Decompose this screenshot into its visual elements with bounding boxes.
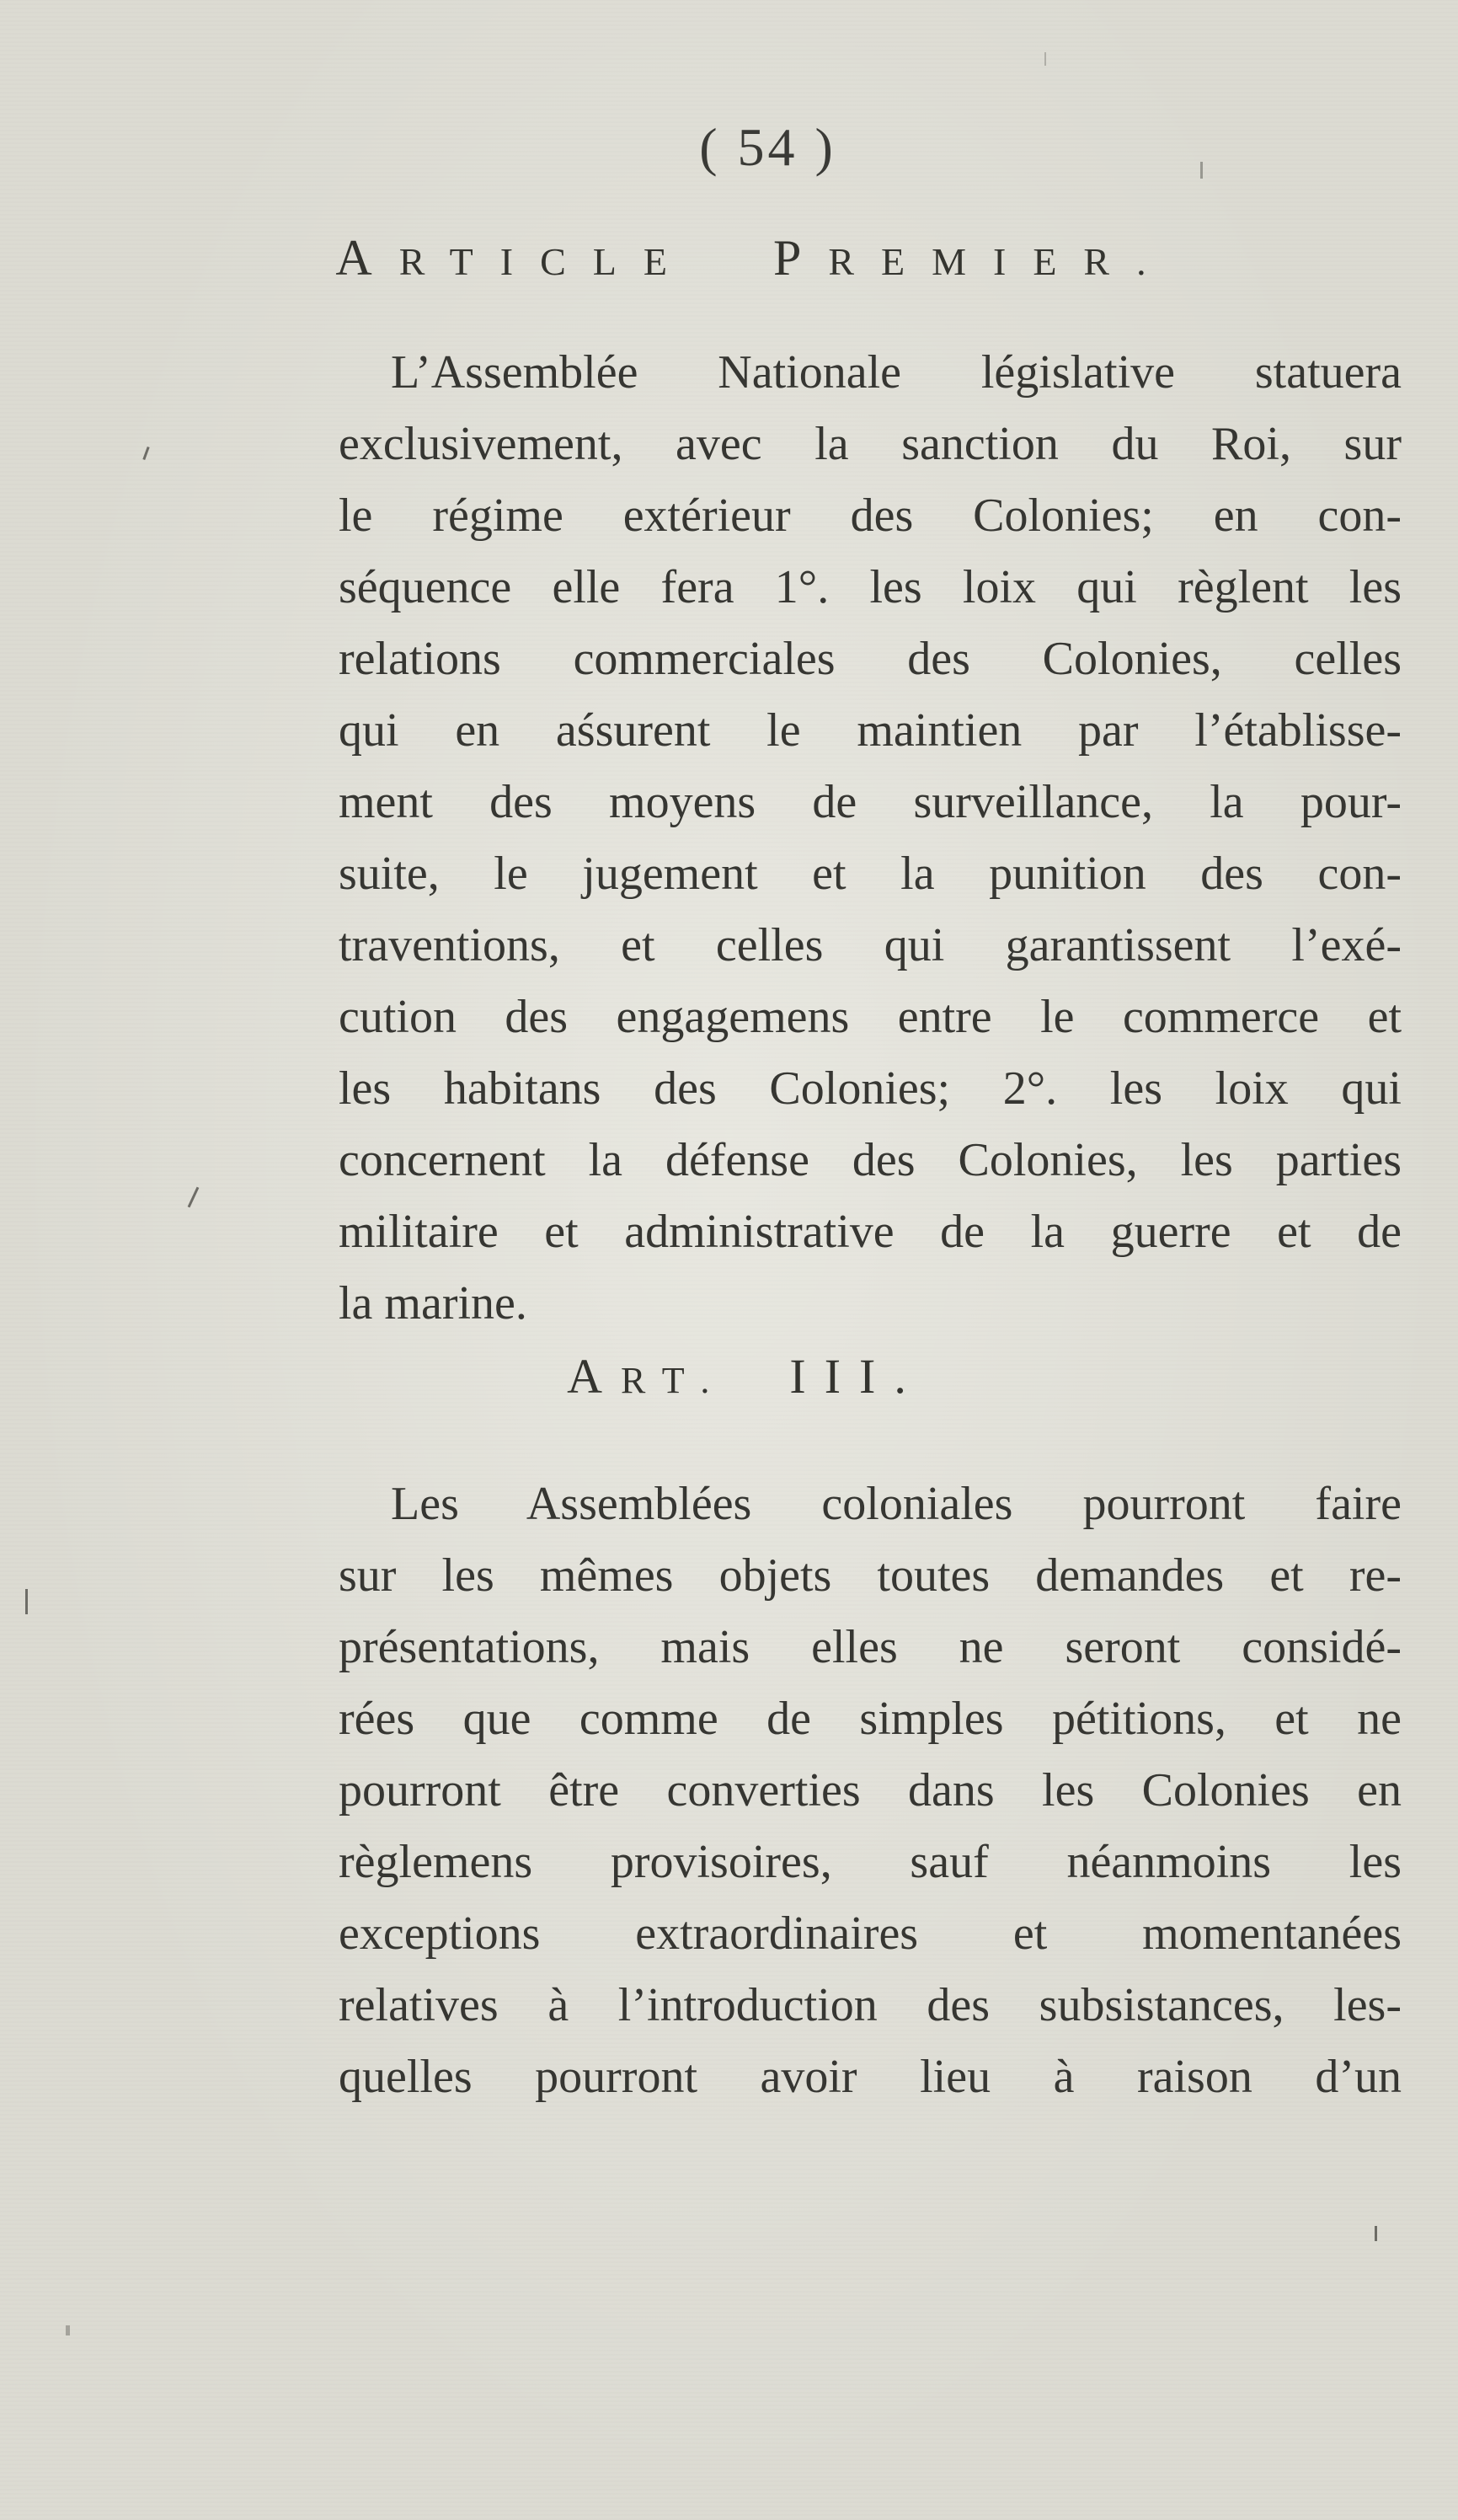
text-line: pourront être converties dans les Colonies en (339, 1764, 1402, 1816)
text-line: suite, le jugement et la punition des con- (339, 848, 1402, 900)
paper-speck (1200, 162, 1203, 179)
article-premier-heading (0, 229, 1458, 287)
text-line: ment des moyens de surveillance, la pour- (339, 776, 1402, 828)
text-line: la marine. (339, 1277, 527, 1330)
text-line: cution des engagemens entre le commerce et (339, 991, 1402, 1043)
paper-speck (142, 447, 149, 460)
text-line: le régime extérieur des Colonies; en con- (339, 490, 1402, 542)
text-line: concernent la défense des Colonies, les parties (339, 1134, 1402, 1186)
paper-speck (188, 1187, 200, 1208)
text-line: séquence elle fera 1°. les loix qui règlent les (339, 561, 1402, 613)
text-line: les habitans des Colonies; 2°. les loix qui (339, 1062, 1402, 1115)
heading-rest: RTICLE (398, 240, 694, 283)
text-line: traventions, et celles qui garantissent l’exé- (339, 919, 1402, 971)
text-line: relations commerciales des Colonies, celles (339, 633, 1402, 685)
heading-initial: A (567, 1349, 622, 1404)
text-line: quelles pourront avoir lieu à raison d’un (339, 2051, 1402, 2103)
article-three-heading (0, 1348, 1458, 1404)
heading-initial: A (335, 230, 399, 286)
text-line: relatives à l’introduction des subsistances, les- (339, 1979, 1402, 2031)
text-line: militaire et administrative de la guerre et de (339, 1206, 1402, 1258)
text-line: exceptions extraordinaires et momentanées (339, 1907, 1402, 1960)
text-line: rées que comme de simples pétitions, et ne (339, 1693, 1402, 1745)
heading-word2-rest: REMIER. (828, 240, 1173, 283)
paper-speck (1044, 52, 1046, 66)
text-line: qui en aśsurent le maintien par l’établisse- (339, 704, 1402, 757)
heading-rest: RT. (621, 1360, 729, 1401)
paper-speck (25, 1589, 28, 1614)
text-line: règlemens provisoires, sauf néanmoins les (339, 1836, 1402, 1888)
text-line: présentations, mais elles ne seront considé- (339, 1621, 1402, 1673)
text-line: Les Assemblées coloniales pourront faire (391, 1478, 1402, 1530)
article-three-text (339, 1469, 1402, 2113)
text-line: sur les mêmes objets toutes demandes et re- (339, 1549, 1402, 1602)
text-line: L’Assemblée Nationale législative statuera (391, 346, 1402, 399)
paper-speck (1375, 2226, 1377, 2241)
text-line: exclusivement, avec la sanction du Roi, sur (339, 418, 1402, 470)
page-number: ( 54 ) (699, 117, 836, 177)
heading-number: III. (789, 1349, 925, 1404)
heading-word2-initial: P (772, 230, 829, 286)
paper-speck (66, 2325, 70, 2335)
article-premier-text (339, 337, 1402, 1340)
